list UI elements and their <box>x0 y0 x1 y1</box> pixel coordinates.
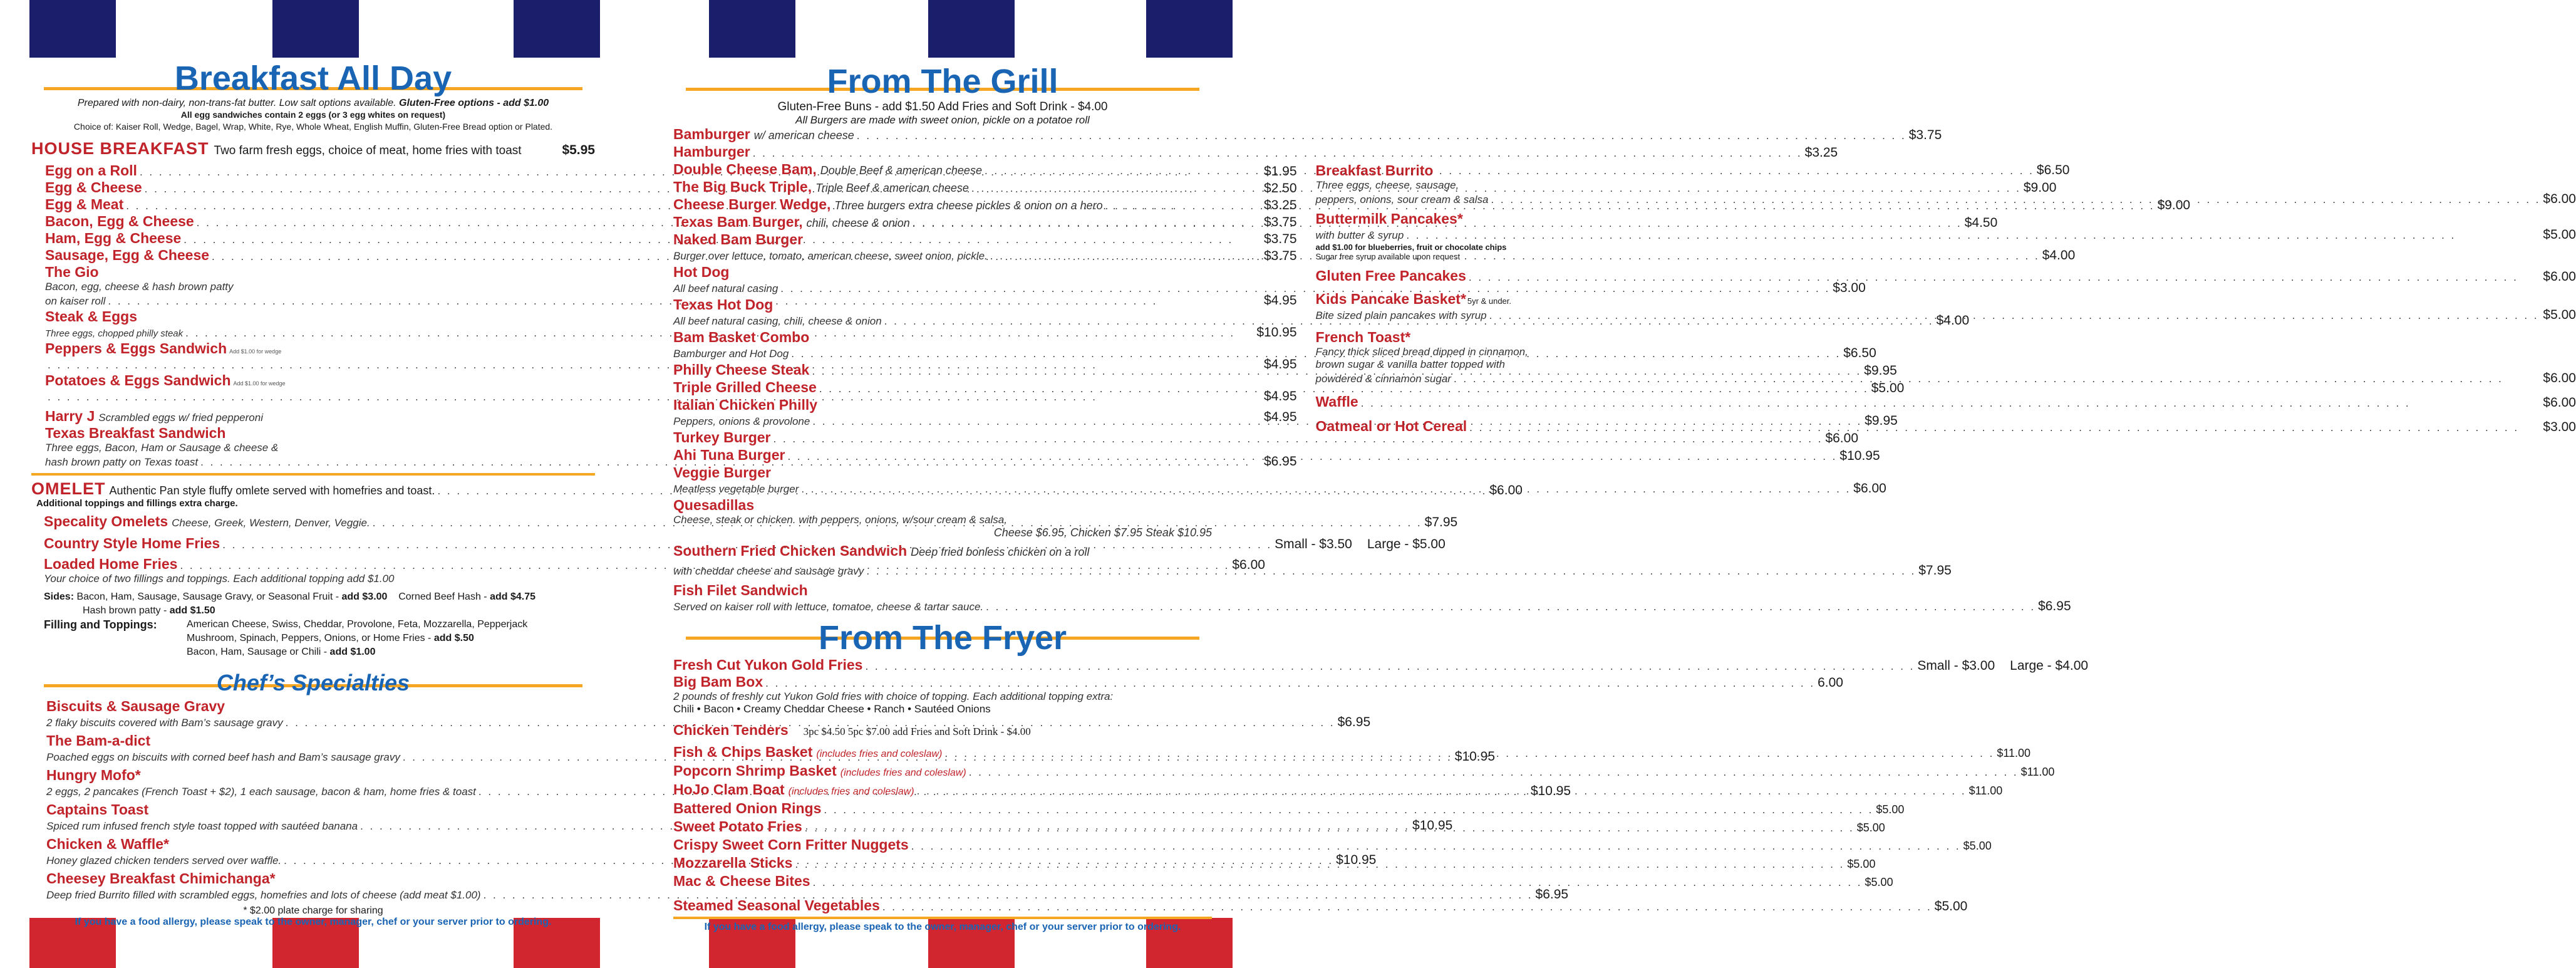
menu-note: All Burgers are made with sweet onion, pickle on a potatoe roll <box>795 114 1090 126</box>
menu-item: Buttermilk Pancakes* with butter & syrup . . . $5.00 add $1.00 for blueberries, fruit or chocolate chips Sugar free syrup available upon request <box>1316 211 2576 261</box>
breakfast-panel: Breakfast All Day Prepared with non-dairy, non-trans-fat butter. Low salt options available. Gluten-Free options - add $1.00 All egg sandwiches contain 2 eggs (or 3 egg whites on request) Choice of: Kaiser Roll, Wedge, Bagel, Wrap, White, Rye, Whole Wheat, English Muffin, Gluten-Free Bread option or Plated. HOUSE BREAKFAST Two farm fresh eggs, choice of meat, home fries with toast $5.95 Egg on a Roll . . . $1.95 Egg & Cheese . . . $2.50 Egg & Meat . . . $3.25 Bacon, Egg & Cheese . . . $3.75 Ham, Egg & Cheese . . . $3.75 Sausage, Egg & Cheese . . . $3.75 The Gio Bacon, egg, cheese & hash brown patty on kaiser roll . . . $4.95 Steak & Eggs Three eggs, chopped philly steak . . . $10.95 Peppers & Eggs Sandwich Add $1.00 for wedge . . . $4.95 Potatoes & Eggs Sandwich Add $1.00 for wedge . . . $4.95 Harry J Scrambled eggs w/ fried pepperoni $4.95 Texas Breakfast Sandwich Three eggs, Bacon, Ham or Sausage & cheese & hash brown patty on Texas toast . . . $6.95 Breakfast Burrito Three eggs, cheese, sausage, peppers, onions, sour cream & salsa . . . $6.00 Buttermilk Pancakes* with butter & syrup . . . $5.00 add $1.00 for blueberries, fruit or chocolate chips Sugar free syrup available upon request Gluten Free Pancakes . . . $6.00 Kids Pancake Basket* 5yr & under. Bite sized plain pancakes with syrup . . . $5.00 French Toast* Fancy thick sliced bread dipped in cinnamon, brown sugar & vanilla batter topped with powdered & cinnamon sugar . . . $6.00 Waffle . . . $6.00 Oatmeal or Hot Cereal . . . $3.00 OMELET Authentic Pan style fluffy omlete served with homefries and toast. . . . $6.00 Additional toppings and fillings extra charge. Specality Omelets Cheese, Greek, Western, Denver, Veggie. . . . $7.95 Country Style Home Fries . . . Small - $3.50 Large - $5.00 Loaded Home Fries . . . $6.00 Your choice of two fillings and toppings. Each additional topping add $1.00 Sides: Bacon, Ham, Sausage, Sausage Gravy, or Seasonal Fruit - add $3.00 Corned Beef Hash - add $4.75 Hash brown patty - add $1.50 Filling and Toppings: American Cheese, Swiss, Cheddar, Provolone, Feta, Mozzarella, Pepperjack Mushroom, Spinach, Peppers, Onions, or Home Fries - add $.50 Bacon, Ham, Sausage or Chili - add $1.00 Chef’s Specialties Biscuits & Sausage Gravy 2 flaky biscuits covered with Bam’s sausage gravy . . . $6.95 The Bam-a-dict Poached eggs on biscuits with corned beef hash and Bam’s sausage gravy . . . $10.95 Hungry Mofo* 2 eggs, 2 pancakes (French Toast + $2), 1 each sausage, bacon & ham, home fries & toast . . . $10.95 Captains Toast Spiced rum infused french style toast topped with sautéed banana . . . $10.95 Chicken & Waffle* Honey glazed chicken tenders served over waffle. . . . $10.95 Cheesey Breakfast Chimichanga* Deep fried Burrito filled with scrambled eggs, homefries and lots of cheese (add meat $1.00) . . . $6.95 * $2.00 plate charge for sharing If you have a food allergy, please speak to the owner, manager, chef or your server prior to ordering. <box>31 60 595 928</box>
menu-item: Battered Onion Rings . . . $5.00 <box>673 800 1212 818</box>
house-breakfast: HOUSE BREAKFAST Two farm fresh eggs, choice of meat, home fries with toast $5.95 <box>31 139 595 158</box>
menu-item: Quesadillas Cheese, steak or chicken. with peppers, onions, w/sour cream & salsa, Cheese $6.95, Chicken $7.95 Steak $10.95 <box>673 497 1212 539</box>
menu-item: Specality Omelets Cheese, Greek, Western, Denver, Veggie. . . . $7.95 <box>31 513 595 530</box>
menu-item: Steak & Eggs Three eggs, chopped philly steak . . . $10.95 <box>45 308 1297 340</box>
menu-note: Choice of: Kaiser Roll, Wedge, Bagel, Wrap, White, Rye, Whole Wheat, English Muffin, Gluten-Free Bread option or Plated. <box>73 122 553 132</box>
menu-item: Waffle . . . $6.00 <box>1316 393 2576 410</box>
menu-item: Fish & Chips Basket (includes fries and coleslaw) . . . $11.00 <box>673 744 1212 762</box>
section-header <box>673 63 1212 100</box>
menu-item: The Big Buck Triple, Triple Beef & american cheese . . . $9.00 <box>673 179 1212 196</box>
menu-item: Loaded Home Fries . . . $6.00 Your choice of two fillings and toppings. Each additional topping add $1.00 <box>31 556 595 585</box>
menu-item: Gluten Free Pancakes . . . $6.00 <box>1316 268 2576 284</box>
menu-item: Philly Cheese Steak . . . $9.95 <box>673 362 1212 379</box>
section-header <box>673 619 1212 657</box>
menu-note: All egg sandwiches contain 2 eggs (or 3 egg whites on request) <box>180 110 446 120</box>
decor-block <box>514 0 600 58</box>
menu-item: Chicken Tenders 3pc $4.50 5pc $7.00 add Fries and Soft Drink - $4.00 <box>673 722 1031 738</box>
menu-item: Biscuits & Sausage Gravy 2 flaky biscuits covered with Bam’s sausage gravy . . . $6.95 <box>46 698 586 730</box>
decor-block <box>29 0 116 58</box>
allergy-note: If you have a food allergy, please speak to the owner, manager, chef or your server prior to ordering. <box>75 917 552 927</box>
menu-item: Cheesey Breakfast Chimichanga* Deep fried Burrito filled with scrambled eggs, homefries and lots of cheese (add meat $1.00) . . . $6.95 <box>46 870 586 902</box>
decor-block <box>709 0 795 58</box>
menu-item: Hamburger . . . $3.25 <box>673 143 1212 161</box>
menu-item: Egg & Cheese . . . $2.50 <box>45 179 1297 196</box>
decor-block <box>928 0 1015 58</box>
section-header <box>31 669 595 697</box>
sharing-note: * $2.00 plate charge for sharing <box>243 905 383 916</box>
menu-item: Fresh Cut Yukon Gold Fries . . . Small - $3.00 Large - $4.00 <box>673 657 1212 674</box>
sides: Sides: Bacon, Ham, Sausage, Sausage Gravy, or Seasonal Fruit - add $3.00 Corned Beef Hash - add $4.75 Hash brown patty - add $1.50 <box>44 591 536 616</box>
fillings: Filling and Toppings: American Cheese, Swiss, Cheddar, Provolone, Feta, Mozzarella, Pepperjack Mushroom, Spinach, Peppers, Onions, or Home Fries - add $.50 Bacon, Ham, Sausage or Chili - add $1.00 <box>44 618 528 657</box>
menu-item: Sweet Potato Fries . . . $5.00 <box>673 818 1212 836</box>
menu-item: Turkey Burger . . . $6.00 <box>673 429 1212 447</box>
menu-note: Gluten-Free Buns - add $1.50 Add Fries and Soft Drink - $4.00 <box>777 100 1108 113</box>
menu-note: Prepared with non-dairy, non-trans-fat butter. Low salt options available. Gluten-Free options - add $1.00 <box>77 98 549 108</box>
menu-item: Bacon, Egg & Cheese . . . $3.75 <box>45 213 1297 230</box>
menu-item: Crispy Sweet Corn Fritter Nuggets . . . $5.00 <box>673 836 1212 855</box>
menu-item: HoJo Clam Boat (includes fries and coleslaw) . . . $11.00 <box>673 781 1212 800</box>
menu-item: Cheese Burger Wedge, Three burgers extra cheese pickles & onion on a hero . . . $9.00 <box>673 196 1212 214</box>
menu-item: Breakfast Burrito Three eggs, cheese, sausage, peppers, onions, sour cream & salsa . . . $6.00 <box>1316 162 2576 207</box>
menu-item: Harry J Scrambled eggs w/ fried pepperoni $4.95 <box>45 408 1297 424</box>
menu-item: Veggie Burger Meatless vegetable burger . . . $6.00 <box>673 464 1212 497</box>
menu-item: Southern Fried Chicken Sandwich Deep fried bonless chicken on a roll with cheddar cheese and sausage gravy . . . $7.95 <box>673 543 1212 578</box>
menu-item: French Toast* Fancy thick sliced bread dipped in cinnamon, brown sugar & vanilla batter topped with powdered & cinnamon sugar . . . $6.00 <box>1316 329 2576 386</box>
menu-item: Captains Toast Spiced rum infused french style toast topped with sautéed banana . . . $10.95 <box>46 801 586 833</box>
section-header <box>31 60 595 97</box>
menu-item: Ham, Egg & Cheese . . . $3.75 <box>45 230 1297 247</box>
menu-item: Egg & Meat . . . $3.25 <box>45 196 1297 213</box>
menu-item: Egg on a Roll . . . $1.95 <box>45 162 1297 179</box>
menu-item: Steamed Seasonal Vegetables . . . $5.00 <box>673 897 1212 914</box>
menu-item: Bamburger w/ american cheese . . . $3.75 <box>673 126 1212 143</box>
menu-item: The Gio Bacon, egg, cheese & hash brown patty on kaiser roll . . . $4.95 <box>45 264 1297 308</box>
menu-item: Potatoes & Eggs Sandwich Add $1.00 for wedge . . . $4.95 <box>45 372 1297 404</box>
menu-item: Ahi Tuna Burger . . . $10.95 <box>673 447 1212 464</box>
menu-item: Naked Bam Burger Burger over lettuce, tomato, american cheese, sweet onion, pickle. . . . $4.00 <box>673 231 1212 264</box>
menu-item: Peppers & Eggs Sandwich Add $1.00 for wedge . . . $4.95 <box>45 340 1297 372</box>
menu-item: Chicken & Waffle* Honey glazed chicken tenders served over waffle. . . . $10.95 <box>46 836 586 868</box>
menu-item: Hungry Mofo* 2 eggs, 2 pancakes (French Toast + $2), 1 each sausage, bacon & ham, home fries & toast . . . $10.95 <box>46 767 586 799</box>
menu-item: Mac & Cheese Bites . . . $5.00 <box>673 873 1212 891</box>
menu-item: Fish Filet Sandwich Served on kaiser roll with lettuce, tomatoe, cheese & tartar sauce. . . . $6.95 <box>673 582 1212 614</box>
decor-block <box>1146 0 1233 58</box>
menu-item: Sausage, Egg & Cheese . . . $3.75 <box>45 247 1297 264</box>
section-title: Chef’s Specialties <box>216 670 410 695</box>
menu-item: Kids Pancake Basket* 5yr & under. Bite sized plain pancakes with syrup . . . $5.00 <box>1316 291 2576 323</box>
divider <box>673 917 1212 919</box>
omelet-header: OMELET Authentic Pan style fluffy omlete served with homefries and toast. . . . $6.00 <box>31 479 595 499</box>
menu-item: Triple Grilled Cheese . . . $5.00 <box>673 379 1212 397</box>
section-title: From The Fryer <box>818 619 1067 657</box>
section-title: Breakfast All Day <box>174 60 452 97</box>
menu-item: Texas Bam Burger, chili, cheese & onion . . . $4.50 <box>673 214 1212 231</box>
decor-block <box>272 0 359 58</box>
menu-item: Double Cheese Bam, Double Beef & american cheese . . . $6.50 <box>673 161 1212 179</box>
menu-item: The Bam-a-dict Poached eggs on biscuits with corned beef hash and Bam’s sausage gravy . . . $10.95 <box>46 732 586 764</box>
menu-item: Texas Breakfast Sandwich Three eggs, Bacon, Ham or Sausage & cheese & hash brown patty on Texas toast . . . $6.95 <box>45 425 1297 469</box>
menu-item: Texas Hot Dog All beef natural casing, chili, cheese & onion . . . $4.00 <box>673 296 1212 329</box>
menu-item: Popcorn Shrimp Basket (includes fries and coleslaw) . . . $11.00 <box>673 762 1212 781</box>
menu-item: Country Style Home Fries . . . Small - $3.50 Large - $5.00 <box>31 535 595 552</box>
menu-item: Mozzarella Sticks . . . $5.00 <box>673 855 1212 873</box>
menu-item: Italian Chicken Philly Peppers, onions & provolone . . . $9.95 <box>673 397 1212 429</box>
fryer-items: Fresh Cut Yukon Gold Fries . . . Small - $3.00 Large - $4.00 Big Bam Box . . . 6.00 2 pounds of freshly cut Yukon Gold fries with choice of topping. Each additional topping extra: Chili • Bacon • Creamy Cheddar Cheese • Ranch • Sautéed Onions Chicken Tenders 3pc $4.50 5pc $7.00 add Fries and Soft Drink - $4.00 Fish & Chips Basket (includes fries and coleslaw) . . . $11.00 Popcorn Shrimp Basket (includes fries and coleslaw) . . . $11.00 HoJo Clam Boat (includes fries and coleslaw) . . . $11.00 Battered Onion Rings . . . $5.00 Sweet Potato Fries . . . $5.00 Crispy Sweet Corn Fritter Nuggets . . . $5.00 Mozzarella Sticks . . . $5.00 Mac & Cheese Bites . . . $5.00 Steamed Seasonal Vegetables . . . $5.00 If you have a food allergy, please speak to the owner, manager, chef or your server prior to ordering. <box>673 657 1212 933</box>
allergy-note: If you have a food allergy, please speak to the owner, manager, chef or your server prior to ordering. <box>704 922 1181 932</box>
menu-item: Bam Basket Combo Bamburger and Hot Dog . . . $6.50 <box>673 329 1212 362</box>
menu-item: Hot Dog All beef natural casing . . . $3.00 <box>673 264 1212 296</box>
section-title: From The Grill <box>827 63 1058 100</box>
divider <box>31 473 595 476</box>
menu-item: Oatmeal or Hot Cereal . . . $3.00 <box>1316 418 2576 435</box>
menu-item: Big Bam Box . . . 6.00 <box>673 674 1212 690</box>
